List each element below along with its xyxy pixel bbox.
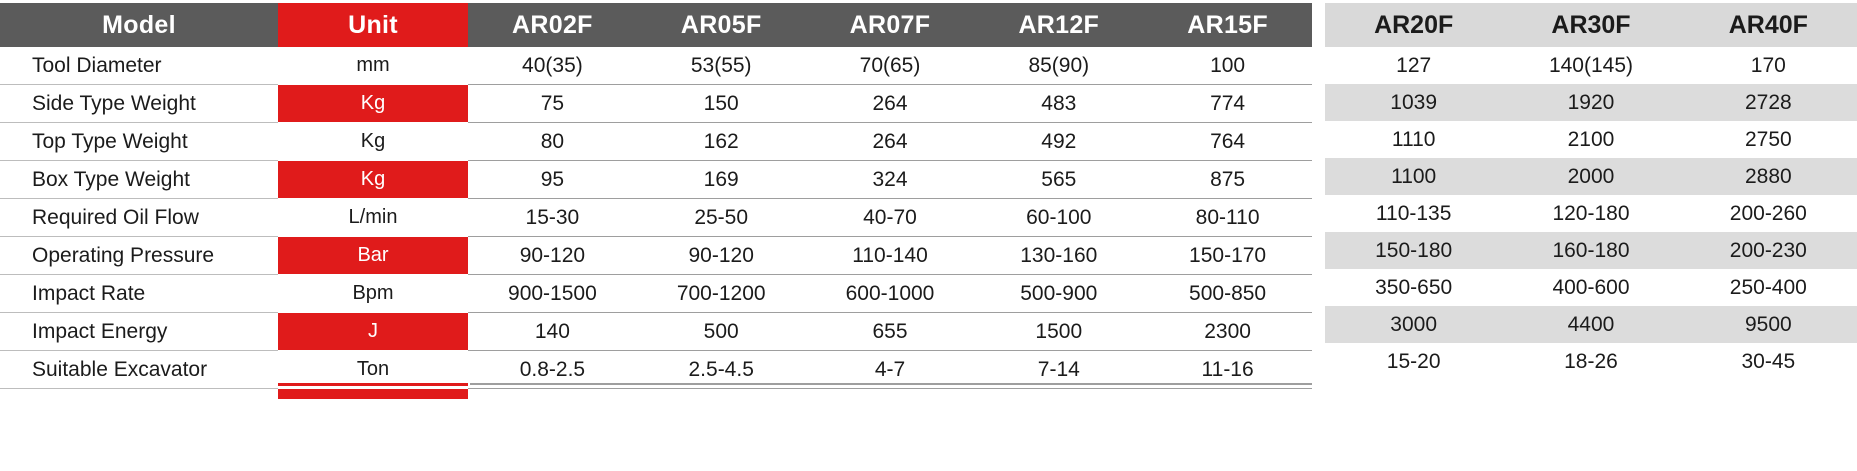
extended-table-header-row (1325, 3, 1857, 47)
unit-cell-side-type-weight: Kg (278, 85, 468, 123)
spacer-left (0, 389, 278, 400)
cell-suitable-excavator-ar02f: 0.8-2.5 (468, 351, 637, 389)
cell-top-type-weight-ar12f: 492 (974, 123, 1143, 161)
cell-operating-pressure-ar15f: 150-170 (1143, 237, 1312, 275)
cell-impact-rate-ar15f: 500-850 (1143, 275, 1312, 313)
cell-impact-energy-ar15f: 2300 (1143, 313, 1312, 351)
table-row (0, 47, 1312, 85)
unit-cell-impact-energy: J (278, 313, 468, 351)
cell-required-oil-flow-ar15f: 80-110 (1143, 199, 1312, 237)
cell-tool-diameter-ar30f: 140(145) (1502, 47, 1679, 84)
row-label-required-oil-flow: Required Oil Flow (0, 199, 278, 237)
cell-tool-diameter-ar05f: 53(55) (637, 47, 806, 85)
unit-cell-operating-pressure: Bar (278, 237, 468, 275)
main-spec-table (0, 3, 1312, 399)
table-row (0, 85, 1312, 123)
cell-impact-rate-ar20f: 350-650 (1325, 269, 1502, 306)
cell-top-type-weight-ar20f: 1110 (1325, 121, 1502, 158)
cell-top-type-weight-ar07f: 264 (806, 123, 975, 161)
row-label-operating-pressure: Operating Pressure (0, 237, 278, 275)
cell-tool-diameter-ar20f: 127 (1325, 47, 1502, 84)
cell-required-oil-flow-ar02f: 15-30 (468, 199, 637, 237)
cell-top-type-weight-ar05f: 162 (637, 123, 806, 161)
cell-impact-energy-ar20f: 3000 (1325, 306, 1502, 343)
table-row (1325, 306, 1857, 343)
cell-side-type-weight-ar05f: 150 (637, 85, 806, 123)
cell-impact-energy-ar40f: 9500 (1680, 306, 1857, 343)
header-model-ar12f: AR12F (974, 3, 1143, 47)
cell-suitable-excavator-ar15f: 11-16 (1143, 351, 1312, 389)
cell-operating-pressure-ar20f: 150-180 (1325, 232, 1502, 269)
cell-side-type-weight-ar20f: 1039 (1325, 84, 1502, 121)
cell-box-type-weight-ar07f: 324 (806, 161, 975, 199)
cell-required-oil-flow-ar40f: 200-260 (1680, 195, 1857, 232)
cell-operating-pressure-ar12f: 130-160 (974, 237, 1143, 275)
row-label-top-type-weight: Top Type Weight (0, 123, 278, 161)
cell-box-type-weight-ar20f: 1100 (1325, 158, 1502, 195)
cell-required-oil-flow-ar05f: 25-50 (637, 199, 806, 237)
cell-impact-energy-ar02f: 140 (468, 313, 637, 351)
table-row (0, 313, 1312, 351)
cell-side-type-weight-ar02f: 75 (468, 85, 637, 123)
cell-top-type-weight-ar40f: 2750 (1680, 121, 1857, 158)
table-row (1325, 84, 1857, 121)
row-label-impact-rate: Impact Rate (0, 275, 278, 313)
cell-top-type-weight-ar30f: 2100 (1502, 121, 1679, 158)
header-unit: Unit (278, 3, 468, 47)
cell-impact-energy-ar30f: 4400 (1502, 306, 1679, 343)
cell-suitable-excavator-ar07f: 4-7 (806, 351, 975, 389)
cell-tool-diameter-ar40f: 170 (1680, 47, 1857, 84)
cell-suitable-excavator-ar30f: 18-26 (1502, 343, 1679, 380)
unit-cell-suitable-excavator: Ton (278, 351, 468, 389)
cell-tool-diameter-ar07f: 70(65) (806, 47, 975, 85)
unit-cell-tool-diameter: mm (278, 47, 468, 85)
header-model-ar40f: AR40F (1680, 3, 1857, 47)
table-row (0, 199, 1312, 237)
cell-side-type-weight-ar15f: 774 (1143, 85, 1312, 123)
cell-box-type-weight-ar05f: 169 (637, 161, 806, 199)
cell-operating-pressure-ar30f: 160-180 (1502, 232, 1679, 269)
spacer-right (468, 389, 1312, 400)
row-label-box-type-weight: Box Type Weight (0, 161, 278, 199)
cell-impact-rate-ar07f: 600-1000 (806, 275, 975, 313)
cell-box-type-weight-ar02f: 95 (468, 161, 637, 199)
cell-suitable-excavator-ar05f: 2.5-4.5 (637, 351, 806, 389)
unit-column-bottom-rule (278, 383, 468, 386)
table-row (1325, 195, 1857, 232)
cell-impact-rate-ar40f: 250-400 (1680, 269, 1857, 306)
table-row (1325, 269, 1857, 306)
cell-suitable-excavator-ar40f: 30-45 (1680, 343, 1857, 380)
table-row (0, 237, 1312, 275)
cell-operating-pressure-ar07f: 110-140 (806, 237, 975, 275)
cell-operating-pressure-ar02f: 90-120 (468, 237, 637, 275)
cell-box-type-weight-ar30f: 2000 (1502, 158, 1679, 195)
table-row (0, 123, 1312, 161)
table-row (1325, 47, 1857, 84)
cell-suitable-excavator-ar12f: 7-14 (974, 351, 1143, 389)
extended-spec-table (1325, 3, 1857, 380)
header-model-ar05f: AR05F (637, 3, 806, 47)
unit-column-footer-row (0, 389, 1312, 400)
row-label-tool-diameter: Tool Diameter (0, 47, 278, 85)
table-row (1325, 158, 1857, 195)
header-model-ar30f: AR30F (1502, 3, 1679, 47)
cell-impact-energy-ar05f: 500 (637, 313, 806, 351)
table-header-row (0, 3, 1312, 47)
unit-cell-top-type-weight: Kg (278, 123, 468, 161)
table-row (1325, 343, 1857, 380)
cell-box-type-weight-ar12f: 565 (974, 161, 1143, 199)
header-model: Model (0, 3, 278, 47)
cell-required-oil-flow-ar07f: 40-70 (806, 199, 975, 237)
table-row (1325, 121, 1857, 158)
cell-impact-energy-ar07f: 655 (806, 313, 975, 351)
row-label-suitable-excavator: Suitable Excavator (0, 351, 278, 389)
cell-top-type-weight-ar02f: 80 (468, 123, 637, 161)
header-model-ar20f: AR20F (1325, 3, 1502, 47)
row-label-side-type-weight: Side Type Weight (0, 85, 278, 123)
unit-cell-impact-rate: Bpm (278, 275, 468, 313)
cell-tool-diameter-ar02f: 40(35) (468, 47, 637, 85)
unit-column-red-footer (278, 389, 468, 400)
header-model-ar02f: AR02F (468, 3, 637, 47)
cell-top-type-weight-ar15f: 764 (1143, 123, 1312, 161)
cell-operating-pressure-ar40f: 200-230 (1680, 232, 1857, 269)
cell-operating-pressure-ar05f: 90-120 (637, 237, 806, 275)
table-row (0, 275, 1312, 313)
cell-tool-diameter-ar15f: 100 (1143, 47, 1312, 85)
row-label-impact-energy: Impact Energy (0, 313, 278, 351)
unit-cell-box-type-weight: Kg (278, 161, 468, 199)
cell-impact-rate-ar02f: 900-1500 (468, 275, 637, 313)
cell-required-oil-flow-ar20f: 110-135 (1325, 195, 1502, 232)
cell-side-type-weight-ar12f: 483 (974, 85, 1143, 123)
cell-box-type-weight-ar40f: 2880 (1680, 158, 1857, 195)
cell-impact-rate-ar05f: 700-1200 (637, 275, 806, 313)
data-block-bottom-rule (470, 383, 1312, 385)
unit-cell-required-oil-flow: L/min (278, 199, 468, 237)
table-row (0, 161, 1312, 199)
cell-required-oil-flow-ar30f: 120-180 (1502, 195, 1679, 232)
cell-tool-diameter-ar12f: 85(90) (974, 47, 1143, 85)
cell-impact-energy-ar12f: 1500 (974, 313, 1143, 351)
header-model-ar15f: AR15F (1143, 3, 1312, 47)
cell-side-type-weight-ar30f: 1920 (1502, 84, 1679, 121)
cell-box-type-weight-ar15f: 875 (1143, 161, 1312, 199)
table-row (1325, 232, 1857, 269)
cell-required-oil-flow-ar12f: 60-100 (974, 199, 1143, 237)
header-model-ar07f: AR07F (806, 3, 975, 47)
cell-side-type-weight-ar40f: 2728 (1680, 84, 1857, 121)
cell-impact-rate-ar12f: 500-900 (974, 275, 1143, 313)
cell-suitable-excavator-ar20f: 15-20 (1325, 343, 1502, 380)
cell-impact-rate-ar30f: 400-600 (1502, 269, 1679, 306)
cell-side-type-weight-ar07f: 264 (806, 85, 975, 123)
